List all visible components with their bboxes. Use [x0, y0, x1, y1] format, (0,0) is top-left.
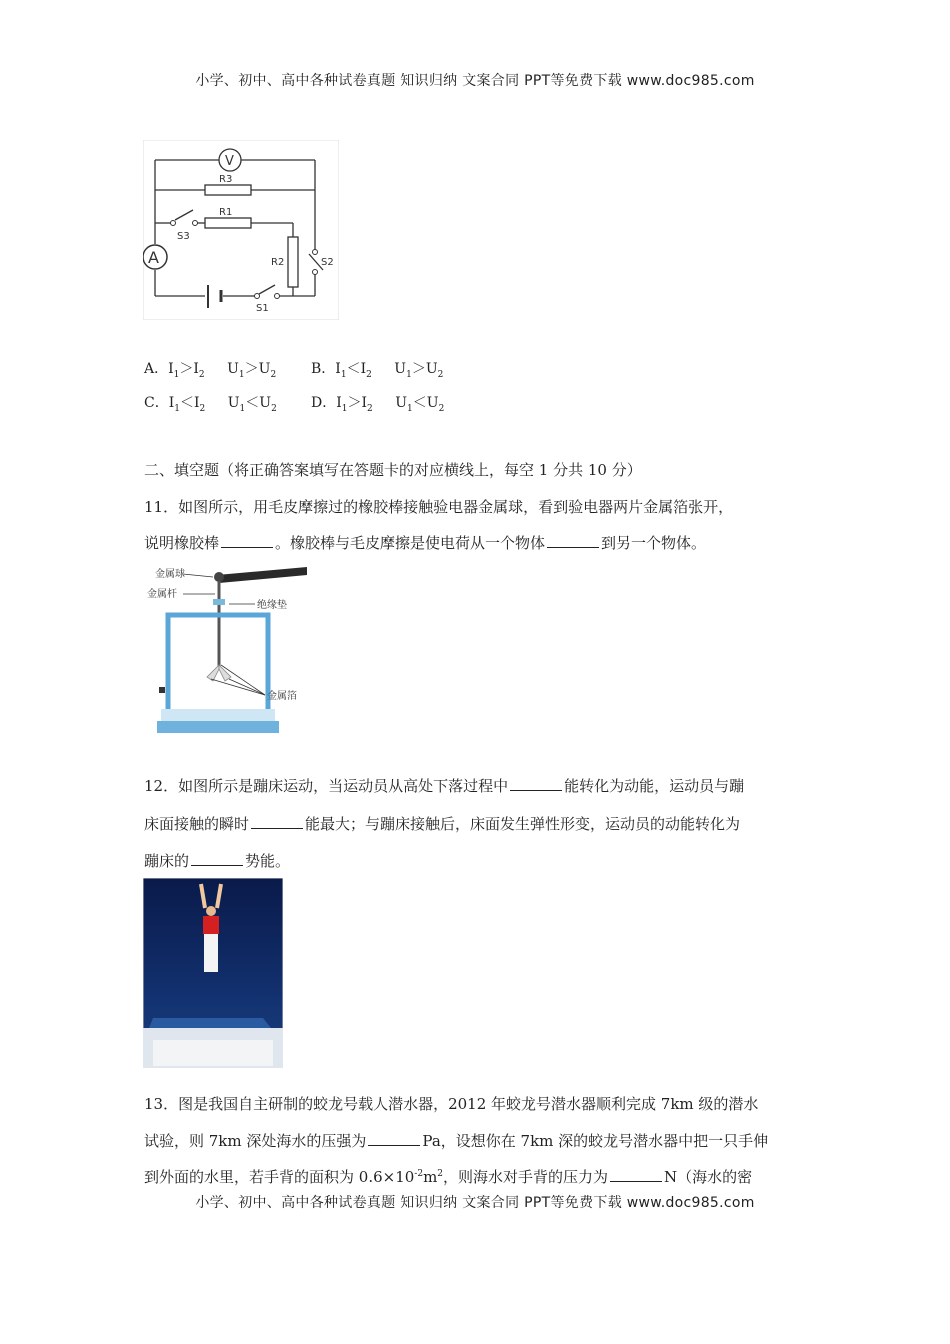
q12-line3: 蹦床的 势能。 — [144, 852, 291, 870]
electroscope-figure — [143, 563, 311, 743]
label-metal-foil: 金属箔 — [267, 691, 297, 702]
label-metal-ball: 金属球 — [155, 569, 185, 580]
trampoline-photo — [143, 878, 283, 1068]
circuit-diagram — [143, 140, 339, 320]
answer-blank — [368, 1131, 420, 1146]
q13-line2: 试验，则 7km 深处海水的压强为 Pa，设想你在 7km 深的蛟龙号潜水器中把一只手伸 — [144, 1132, 769, 1150]
r1-label: R1 — [219, 207, 233, 218]
answer-blank — [547, 533, 599, 548]
r3-label: R3 — [219, 174, 233, 185]
answer-blank — [191, 851, 243, 866]
answer-blank — [610, 1167, 662, 1182]
q13-line3: 到外面的水里，若手背的面积为 $0.6\times 10^{-2}m^2$，则海水对手背的压力为 N（海水的密 — [144, 1168, 753, 1186]
voltmeter-label: V — [225, 154, 234, 169]
s1-label: S1 — [256, 303, 269, 314]
answer-blank — [251, 814, 303, 829]
option-c: C．$I_1<I_2$ $U_1<U_2$ — [144, 395, 277, 414]
option-b: B．$I_1<I_2$ $U_1>U_2$ — [311, 361, 444, 380]
ammeter-label: A — [148, 248, 159, 267]
option-d: D．$I_1>I_2$ $U_1<U_2$ — [311, 395, 445, 414]
q12-line1: 12．如图所示是蹦床运动，当运动员从高处下落过程中 能转化为动能，运动员与蹦 — [144, 777, 745, 795]
q11-line2: 说明橡胶棒 。橡胶棒与毛皮摩擦是使电荷从一个物体 到另一个物体。 — [144, 534, 707, 552]
answer-blank — [221, 533, 273, 548]
answer-blank — [510, 776, 562, 791]
section-title: 二、填空题（将正确答案填写在答题卡的对应横线上，每空 1 分共 10 分） — [144, 461, 642, 479]
label-metal-rod: 金属杆 — [147, 589, 177, 600]
label-insulating-pad: 绝缘垫 — [257, 600, 287, 611]
page-header: 小学、初中、高中各种试卷真题 知识归纳 文案合同 PPT等免费下载 www.doc985.com — [195, 73, 755, 89]
q12-line2: 床面接触的瞬时 能最大；与蹦床接触后，床面发生弹性形变，运动员的动能转化为 — [144, 815, 741, 833]
s2-label: S2 — [321, 257, 334, 268]
q11-line1: 11．如图所示，用毛皮摩擦过的橡胶棒接触验电器金属球，看到验电器两片金属箔张开， — [144, 498, 734, 516]
page-footer: 小学、初中、高中各种试卷真题 知识归纳 文案合同 PPT等免费下载 www.doc985.com — [195, 1195, 755, 1211]
r2-label: R2 — [271, 257, 285, 268]
option-a: A．$I_1>I_2$ $U_1>U_2$ — [144, 361, 277, 380]
s3-label: S3 — [177, 231, 190, 242]
q13-line1: 13．图是我国自主研制的蛟龙号载人潜水器，2012 年蛟龙号潜水器顺利完成 7km 级的潜水 — [144, 1095, 759, 1113]
